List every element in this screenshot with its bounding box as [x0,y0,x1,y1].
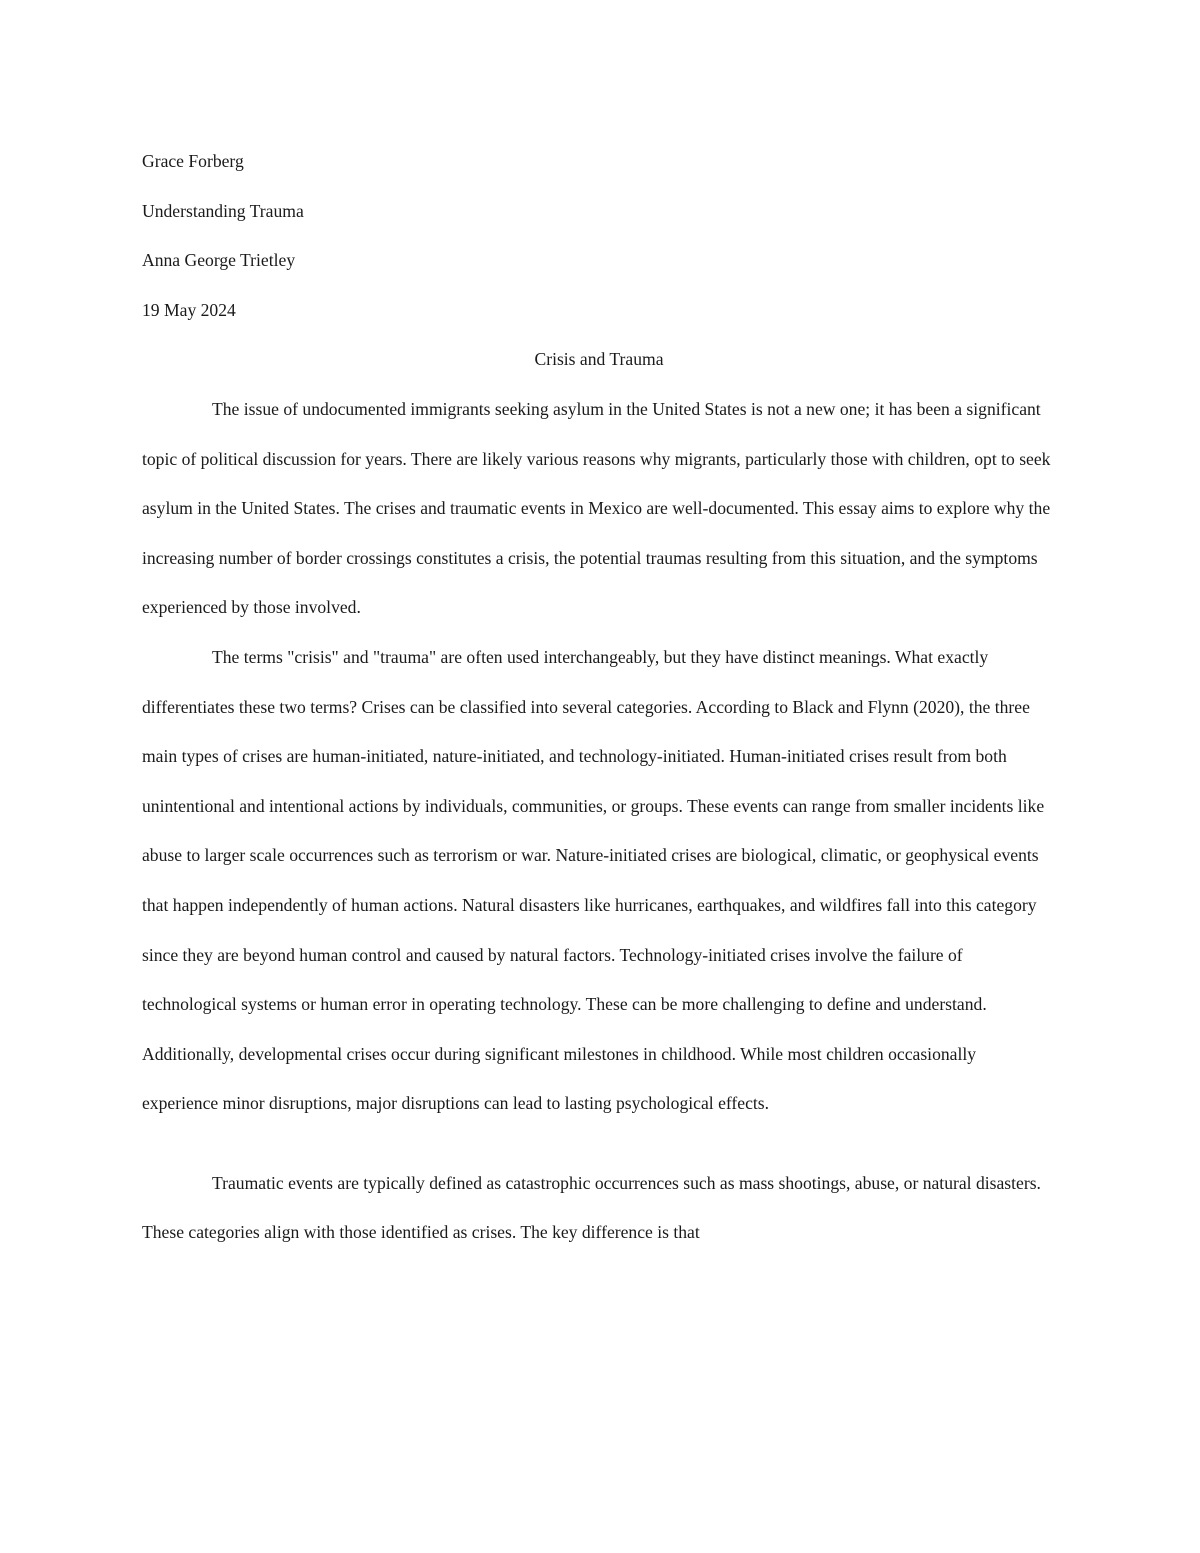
instructor-name: Anna George Trietley [142,250,296,271]
document-date: 19 May 2024 [142,299,236,320]
paragraph-trauma-definition: Traumatic events are typically defined as catastrophic occurrences such as mass shootings, abuse, or natural disasters. These categories align with those identified as crises. The key difference is that [142,1172,1041,1243]
paragraph-intro: The issue of undocumented immigrants seeking asylum in the United States is not a new one; it has been a significant topic of political discussion for years. There are likely various reasons why migrants, particularly those with children, opt to seek asylum in the United States. The crises and traumatic events in Mexico are well-documented. This essay aims to explore why the increasing number of border crossings constitutes a crisis, the potential traumas resulting from this situation, and the symptoms experienced by those involved. [142,398,1051,618]
document-title: Crisis and Trauma [534,349,664,370]
course-name: Understanding Trauma [142,200,304,221]
paragraph-crisis-types: The terms "crisis" and "trauma" are often used interchangeably, but they have distinct meanings. What exactly differentiates these two terms? Crises can be classified into several categories. According to Black and Flynn (2020), the three main types of crises are human-initiated, nature-initiated, and technology-initiated. Human-initiated crises result from both unintentional and intentional actions by individuals, communities, or groups. These events can range from smaller incidents like abuse to larger scale occurrences such as terrorism or war. Nature-initiated crises are biological, climatic, or geophysical events that happen independently of human actions. Natural disasters like hurricanes, earthquakes, and wildfires fall into this category since they are beyond human control and caused by natural factors. Technology-initiated crises involve the failure of technological systems or human error in operating technology. These can be more challenging to define and understand. Additionally, developmental crises occur during significant milestones in childhood. While most children occasionally experience minor disruptions, major disruptions can lead to lasting psychological effects. [142,646,1045,1114]
document-body [142,137,1056,1258]
author-name: Grace Forberg [142,151,244,171]
